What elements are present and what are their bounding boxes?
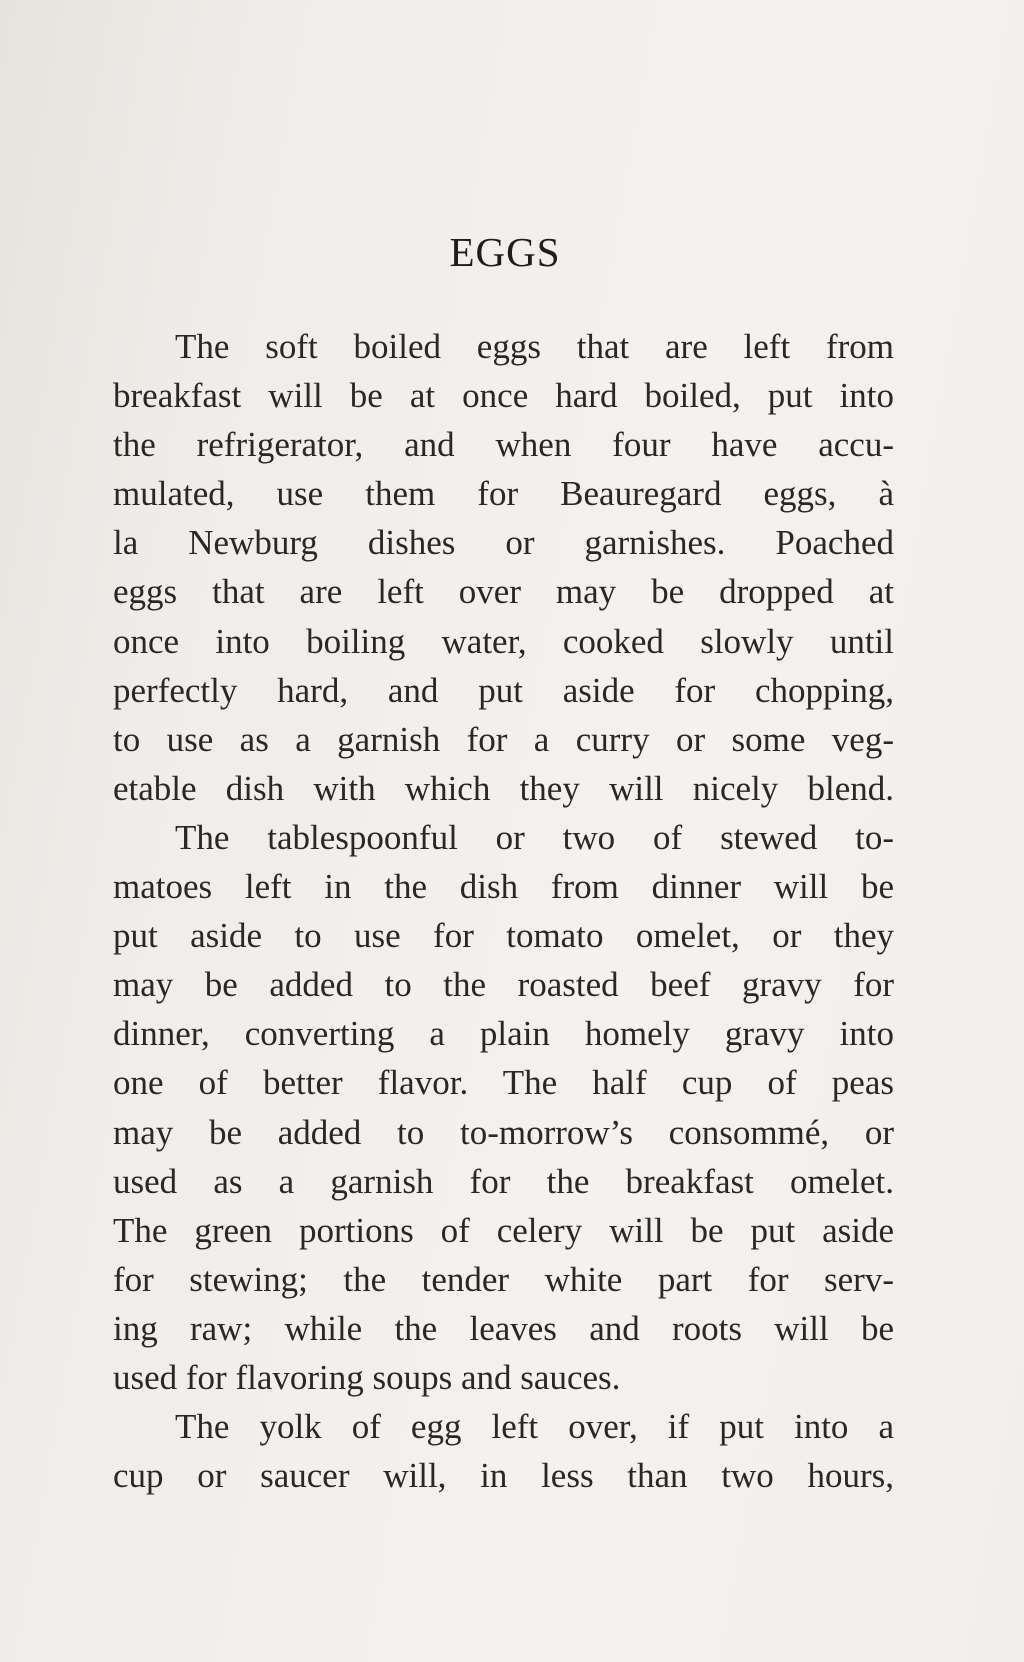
- text-line: perfectly hard, and put aside for chopping,: [113, 670, 894, 710]
- text-line: for stewing; the tender white part for serv-: [113, 1259, 894, 1299]
- text-line: once into boiling water, cooked slowly until: [113, 621, 894, 661]
- text-line: breakfast will be at once hard boiled, put into: [113, 376, 894, 416]
- text-line: eggs that are left over may be dropped at: [113, 572, 894, 612]
- text-line: may be added to the roasted beef gravy for: [113, 965, 894, 1005]
- page-title: EGGS: [449, 229, 561, 275]
- text-line: may be added to to-morrow’s consommé, or: [113, 1112, 894, 1152]
- text-line: ing raw; while the leaves and roots will be: [113, 1308, 894, 1348]
- text-line: dinner, converting a plain homely gravy into: [113, 1014, 894, 1054]
- text-line: la Newburg dishes or garnishes. Poached: [113, 523, 894, 563]
- text-line: to use as a garnish for a curry or some veg-: [113, 719, 894, 759]
- text-line: matoes left in the dish from dinner will be: [113, 867, 894, 907]
- text-line: cup or saucer will, in less than two hours,: [113, 1456, 894, 1496]
- text-line: mulated, use them for Beauregard eggs, à: [113, 474, 894, 514]
- text-line: the refrigerator, and when four have accu-: [113, 425, 894, 465]
- text-line: The soft boiled eggs that are left from: [175, 327, 894, 366]
- text-line: The yolk of egg left over, if put into a: [175, 1407, 894, 1447]
- text-line: etable dish with which they will nicely blend.: [113, 768, 894, 808]
- text-line: used for flavoring soups and sauces.: [113, 1357, 621, 1397]
- page-body: [113, 322, 894, 1500]
- text-line: used as a garnish for the breakfast omelet.: [113, 1161, 894, 1201]
- text-line: The tablespoonful or two of stewed to-: [175, 817, 894, 857]
- text-line: put aside to use for tomato omelet, or they: [113, 916, 894, 956]
- text-line: one of better flavor. The half cup of peas: [113, 1063, 894, 1103]
- text-line: The green portions of celery will be put aside: [113, 1210, 894, 1250]
